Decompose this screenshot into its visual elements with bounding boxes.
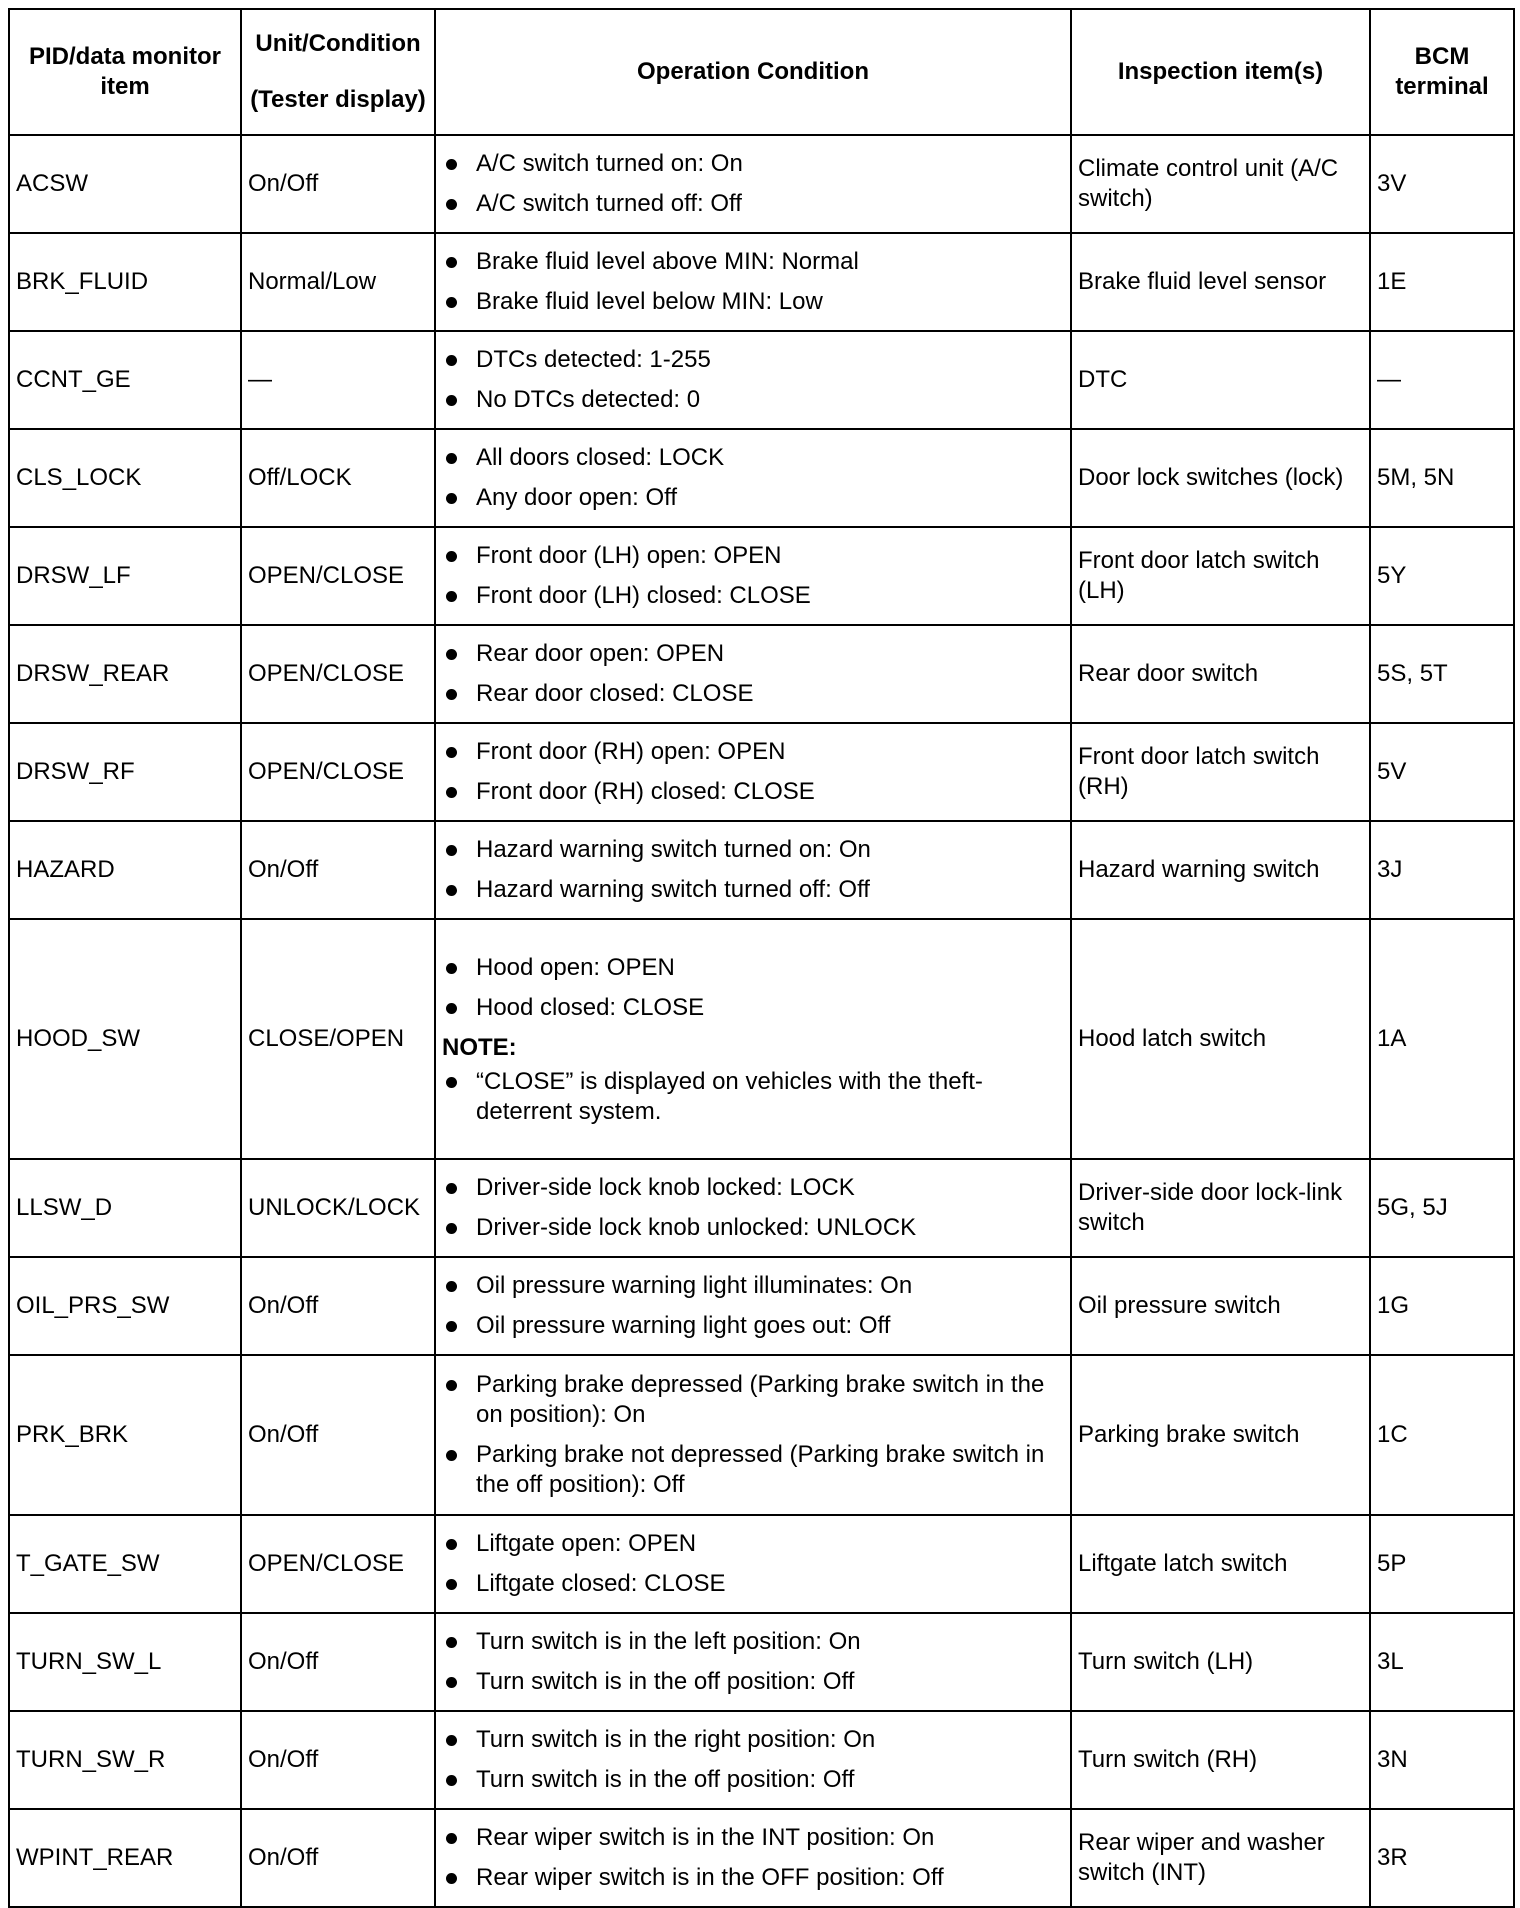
note-label: NOTE: (442, 1034, 517, 1061)
terminal-cell: 1C (1370, 1355, 1514, 1515)
table-row (9, 723, 1514, 821)
table-row (9, 1613, 1514, 1711)
condition-item: Turn switch is in the left position: On (476, 1627, 1064, 1657)
header-operation-condition: Operation Condition (435, 9, 1071, 135)
pid-cell: CLS_LOCK (9, 429, 241, 527)
terminal-cell: 5M, 5N (1370, 429, 1514, 527)
condition-item: Oil pressure warning light illuminates: On (476, 1271, 1064, 1301)
condition-item: Hazard warning switch turned off: Off (476, 875, 1064, 905)
table-row (9, 233, 1514, 331)
condition-item: Liftgate closed: CLOSE (476, 1569, 1064, 1599)
table-row (9, 429, 1514, 527)
terminal-cell: 5P (1370, 1515, 1514, 1613)
condition-item: Turn switch is in the right position: On (476, 1725, 1064, 1755)
condition-item: Brake fluid level below MIN: Low (476, 287, 1064, 317)
pid-cell: HAZARD (9, 821, 241, 919)
unit-cell: Off/LOCK (241, 429, 435, 527)
pid-cell: PRK_BRK (9, 1355, 241, 1515)
condition-item: Rear wiper switch is in the INT position: On (476, 1823, 1064, 1853)
inspection-cell: Climate control unit (A/C switch) (1071, 135, 1370, 233)
pid-cell: WPINT_REAR (9, 1809, 241, 1907)
pid-cell: DRSW_REAR (9, 625, 241, 723)
unit-cell: On/Off (241, 1809, 435, 1907)
inspection-cell: Door lock switches (lock) (1071, 429, 1370, 527)
inspection-cell: Turn switch (LH) (1071, 1613, 1370, 1711)
unit-cell: On/Off (241, 1257, 435, 1355)
header-unit-line2: (Tester display) (250, 86, 426, 113)
header-bcm-terminal: BCM terminal (1370, 9, 1514, 135)
inspection-cell: Driver-side door lock-link switch (1071, 1159, 1370, 1257)
condition-item: Driver-side lock knob unlocked: UNLOCK (476, 1213, 1064, 1243)
condition-item: Parking brake not depressed (Parking brake switch in the off position): Off (476, 1440, 1064, 1500)
unit-cell: On/Off (241, 1355, 435, 1515)
condition-item: DTCs detected: 1-255 (476, 345, 1064, 375)
condition-cell (435, 429, 1071, 527)
condition-cell (435, 1809, 1071, 1907)
condition-item: Front door (LH) closed: CLOSE (476, 581, 1064, 611)
condition-cell (435, 1711, 1071, 1809)
condition-item: Turn switch is in the off position: Off (476, 1765, 1064, 1795)
header-unit-line1: Unit/Condition (255, 30, 421, 57)
condition-cell (435, 723, 1071, 821)
condition-item: No DTCs detected: 0 (476, 385, 1064, 415)
condition-item: Any door open: Off (476, 483, 1064, 513)
terminal-cell: 3R (1370, 1809, 1514, 1907)
condition-item: Front door (RH) closed: CLOSE (476, 777, 1064, 807)
inspection-cell: Front door latch switch (LH) (1071, 527, 1370, 625)
table-row (9, 135, 1514, 233)
inspection-cell: Rear door switch (1071, 625, 1370, 723)
terminal-cell: 1E (1370, 233, 1514, 331)
condition-cell (435, 821, 1071, 919)
inspection-cell: Turn switch (RH) (1071, 1711, 1370, 1809)
table-row (9, 1809, 1514, 1907)
pid-cell: OIL_PRS_SW (9, 1257, 241, 1355)
table-row (9, 1355, 1514, 1515)
inspection-cell: DTC (1071, 331, 1370, 429)
table-row (9, 1515, 1514, 1613)
inspection-cell: Front door latch switch (RH) (1071, 723, 1370, 821)
condition-item: Parking brake depressed (Parking brake switch in the on position): On (476, 1370, 1064, 1430)
condition-cell (435, 233, 1071, 331)
terminal-cell: 5S, 5T (1370, 625, 1514, 723)
table-row (9, 1159, 1514, 1257)
table-row (9, 527, 1514, 625)
condition-cell (435, 1355, 1071, 1515)
condition-cell (435, 331, 1071, 429)
terminal-cell: — (1370, 331, 1514, 429)
inspection-cell: Oil pressure switch (1071, 1257, 1370, 1355)
condition-item: Front door (LH) open: OPEN (476, 541, 1064, 571)
header-pid: PID/data monitor item (9, 9, 241, 135)
unit-cell: On/Off (241, 1613, 435, 1711)
terminal-cell: 3V (1370, 135, 1514, 233)
table-row (9, 1711, 1514, 1809)
header-row (9, 9, 1514, 135)
pid-data-monitor-table (8, 8, 1515, 1908)
condition-item: Liftgate open: OPEN (476, 1529, 1064, 1559)
inspection-cell: Liftgate latch switch (1071, 1515, 1370, 1613)
terminal-cell: 3N (1370, 1711, 1514, 1809)
pid-cell: CCNT_GE (9, 331, 241, 429)
pid-cell: LLSW_D (9, 1159, 241, 1257)
inspection-cell: Parking brake switch (1071, 1355, 1370, 1515)
condition-cell (435, 1613, 1071, 1711)
header-inspection-items: Inspection item(s) (1071, 9, 1370, 135)
condition-item: Hood closed: CLOSE (476, 993, 1064, 1023)
inspection-cell: Brake fluid level sensor (1071, 233, 1370, 331)
unit-cell: CLOSE/OPEN (241, 919, 435, 1159)
condition-item: A/C switch turned off: Off (476, 189, 1064, 219)
condition-item: Rear door closed: CLOSE (476, 679, 1064, 709)
condition-cell (435, 1257, 1071, 1355)
condition-cell (435, 625, 1071, 723)
condition-item: Driver-side lock knob locked: LOCK (476, 1173, 1064, 1203)
terminal-cell: 5Y (1370, 527, 1514, 625)
unit-cell: UNLOCK/LOCK (241, 1159, 435, 1257)
pid-cell: DRSW_RF (9, 723, 241, 821)
unit-cell: On/Off (241, 1711, 435, 1809)
condition-item: Hood open: OPEN (476, 953, 1064, 983)
condition-item: Rear door open: OPEN (476, 639, 1064, 669)
unit-cell: OPEN/CLOSE (241, 527, 435, 625)
note-item: “CLOSE” is displayed on vehicles with the theft-deterrent system. (476, 1067, 1064, 1127)
terminal-cell: 1A (1370, 919, 1514, 1159)
inspection-cell: Hood latch switch (1071, 919, 1370, 1159)
condition-item: Oil pressure warning light goes out: Off (476, 1311, 1064, 1341)
inspection-cell: Rear wiper and washer switch (INT) (1071, 1809, 1370, 1907)
unit-cell: — (241, 331, 435, 429)
unit-cell: On/Off (241, 135, 435, 233)
pid-cell: TURN_SW_R (9, 1711, 241, 1809)
table-row (9, 919, 1514, 1159)
condition-cell (435, 1515, 1071, 1613)
condition-item: Front door (RH) open: OPEN (476, 737, 1064, 767)
pid-cell: ACSW (9, 135, 241, 233)
table-row (9, 1257, 1514, 1355)
terminal-cell: 3J (1370, 821, 1514, 919)
condition-item: Rear wiper switch is in the OFF position: Off (476, 1863, 1064, 1893)
condition-item: All doors closed: LOCK (476, 443, 1064, 473)
condition-cell (435, 135, 1071, 233)
unit-cell: OPEN/CLOSE (241, 625, 435, 723)
unit-cell: On/Off (241, 821, 435, 919)
pid-cell: TURN_SW_L (9, 1613, 241, 1711)
pid-cell: T_GATE_SW (9, 1515, 241, 1613)
condition-cell (435, 1159, 1071, 1257)
condition-item: Brake fluid level above MIN: Normal (476, 247, 1064, 277)
unit-cell: Normal/Low (241, 233, 435, 331)
unit-cell: OPEN/CLOSE (241, 723, 435, 821)
table-row (9, 331, 1514, 429)
pid-cell: HOOD_SW (9, 919, 241, 1159)
terminal-cell: 1G (1370, 1257, 1514, 1355)
header-unit (241, 9, 435, 135)
condition-cell (435, 527, 1071, 625)
condition-item: A/C switch turned on: On (476, 149, 1064, 179)
unit-cell: OPEN/CLOSE (241, 1515, 435, 1613)
terminal-cell: 3L (1370, 1613, 1514, 1711)
condition-cell (435, 919, 1071, 1159)
pid-cell: DRSW_LF (9, 527, 241, 625)
condition-item: Turn switch is in the off position: Off (476, 1667, 1064, 1697)
table-row (9, 821, 1514, 919)
condition-item: Hazard warning switch turned on: On (476, 835, 1064, 865)
terminal-cell: 5G, 5J (1370, 1159, 1514, 1257)
terminal-cell: 5V (1370, 723, 1514, 821)
inspection-cell: Hazard warning switch (1071, 821, 1370, 919)
table-row (9, 625, 1514, 723)
pid-cell: BRK_FLUID (9, 233, 241, 331)
